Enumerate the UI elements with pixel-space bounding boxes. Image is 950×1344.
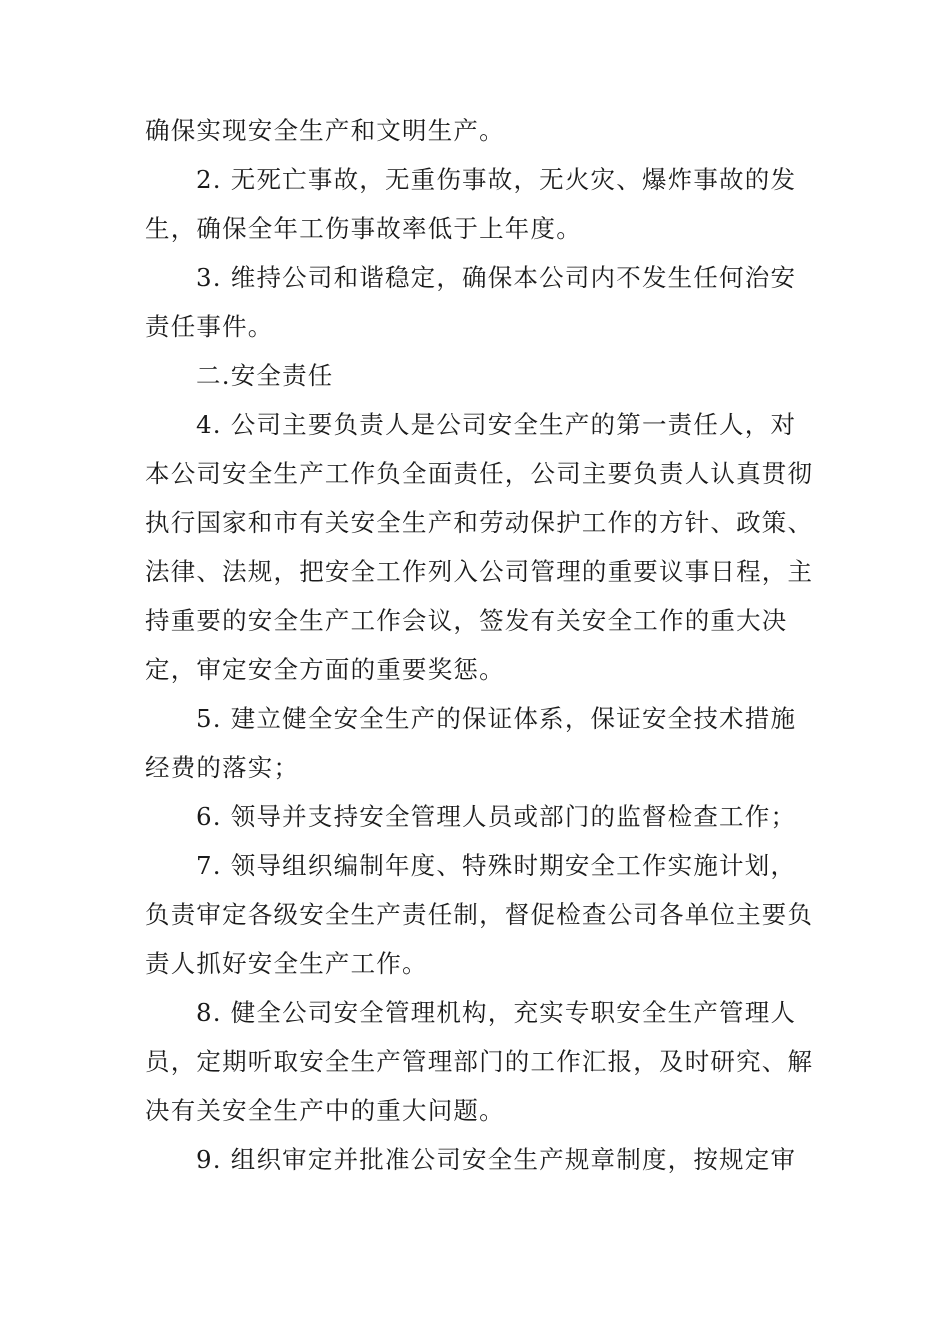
text-line: 生，确保全年工伤事故率低于上年度。 [145, 214, 582, 243]
paragraph-item-3 [145, 253, 805, 351]
text-line: 责任事件。 [145, 312, 274, 341]
text-line: 5. 建立健全安全生产的保证体系，保证安全技术措施 [196, 704, 797, 733]
text-line: 责人抓好安全生产工作。 [145, 949, 428, 978]
paragraph-item-9 [145, 1135, 805, 1184]
text-line: 执行国家和市有关安全生产和劳动保护工作的方针、政策、 [145, 508, 814, 537]
text-line: 定，审定安全方面的重要奖惩。 [145, 655, 505, 684]
text-line: 6. 领导并支持安全管理人员或部门的监督检查工作； [196, 802, 797, 831]
text-line: 4. 公司主要负责人是公司安全生产的第一责任人，对 [196, 410, 797, 439]
text-line: 7. 领导组织编制年度、特殊时期安全工作实施计划， [196, 851, 797, 880]
text-line: 负责审定各级安全生产责任制，督促检查公司各单位主要负 [145, 900, 814, 929]
paragraph-intro-tail [145, 106, 805, 155]
paragraph-item-4 [145, 400, 814, 694]
text-line: 8. 健全公司安全管理机构，充实专职安全生产管理人 [196, 998, 797, 1027]
text-line: 本公司安全生产工作负全面责任，公司主要负责人认真贯彻 [145, 459, 814, 488]
paragraph-item-2 [145, 155, 805, 253]
section-heading: 二.安全责任 [196, 361, 334, 390]
paragraph-item-7 [145, 841, 814, 988]
text-line: 确保实现安全生产和文明生产。 [145, 116, 505, 145]
paragraph-item-8 [145, 988, 814, 1135]
text-line: 持重要的安全生产工作会议，签发有关安全工作的重大决 [145, 606, 788, 635]
text-line: 2. 无死亡事故，无重伤事故，无火灾、爆炸事故的发 [196, 165, 797, 194]
text-line: 法律、法规，把安全工作列入公司管理的重要议事日程，主 [145, 557, 814, 586]
text-line: 决有关安全生产中的重大问题。 [145, 1096, 505, 1125]
text-line: 经费的落实； [145, 753, 300, 782]
document-body [145, 106, 814, 1184]
text-line: 9. 组织审定并批准公司安全生产规章制度，按规定审 [196, 1145, 797, 1174]
text-line: 3. 维持公司和谐稳定，确保本公司内不发生任何治安 [196, 263, 797, 292]
paragraph-item-6 [145, 792, 805, 841]
section-heading-safety-responsibility [145, 351, 805, 400]
text-line: 员，定期听取安全生产管理部门的工作汇报，及时研究、解 [145, 1047, 814, 1076]
paragraph-item-5 [145, 694, 805, 792]
